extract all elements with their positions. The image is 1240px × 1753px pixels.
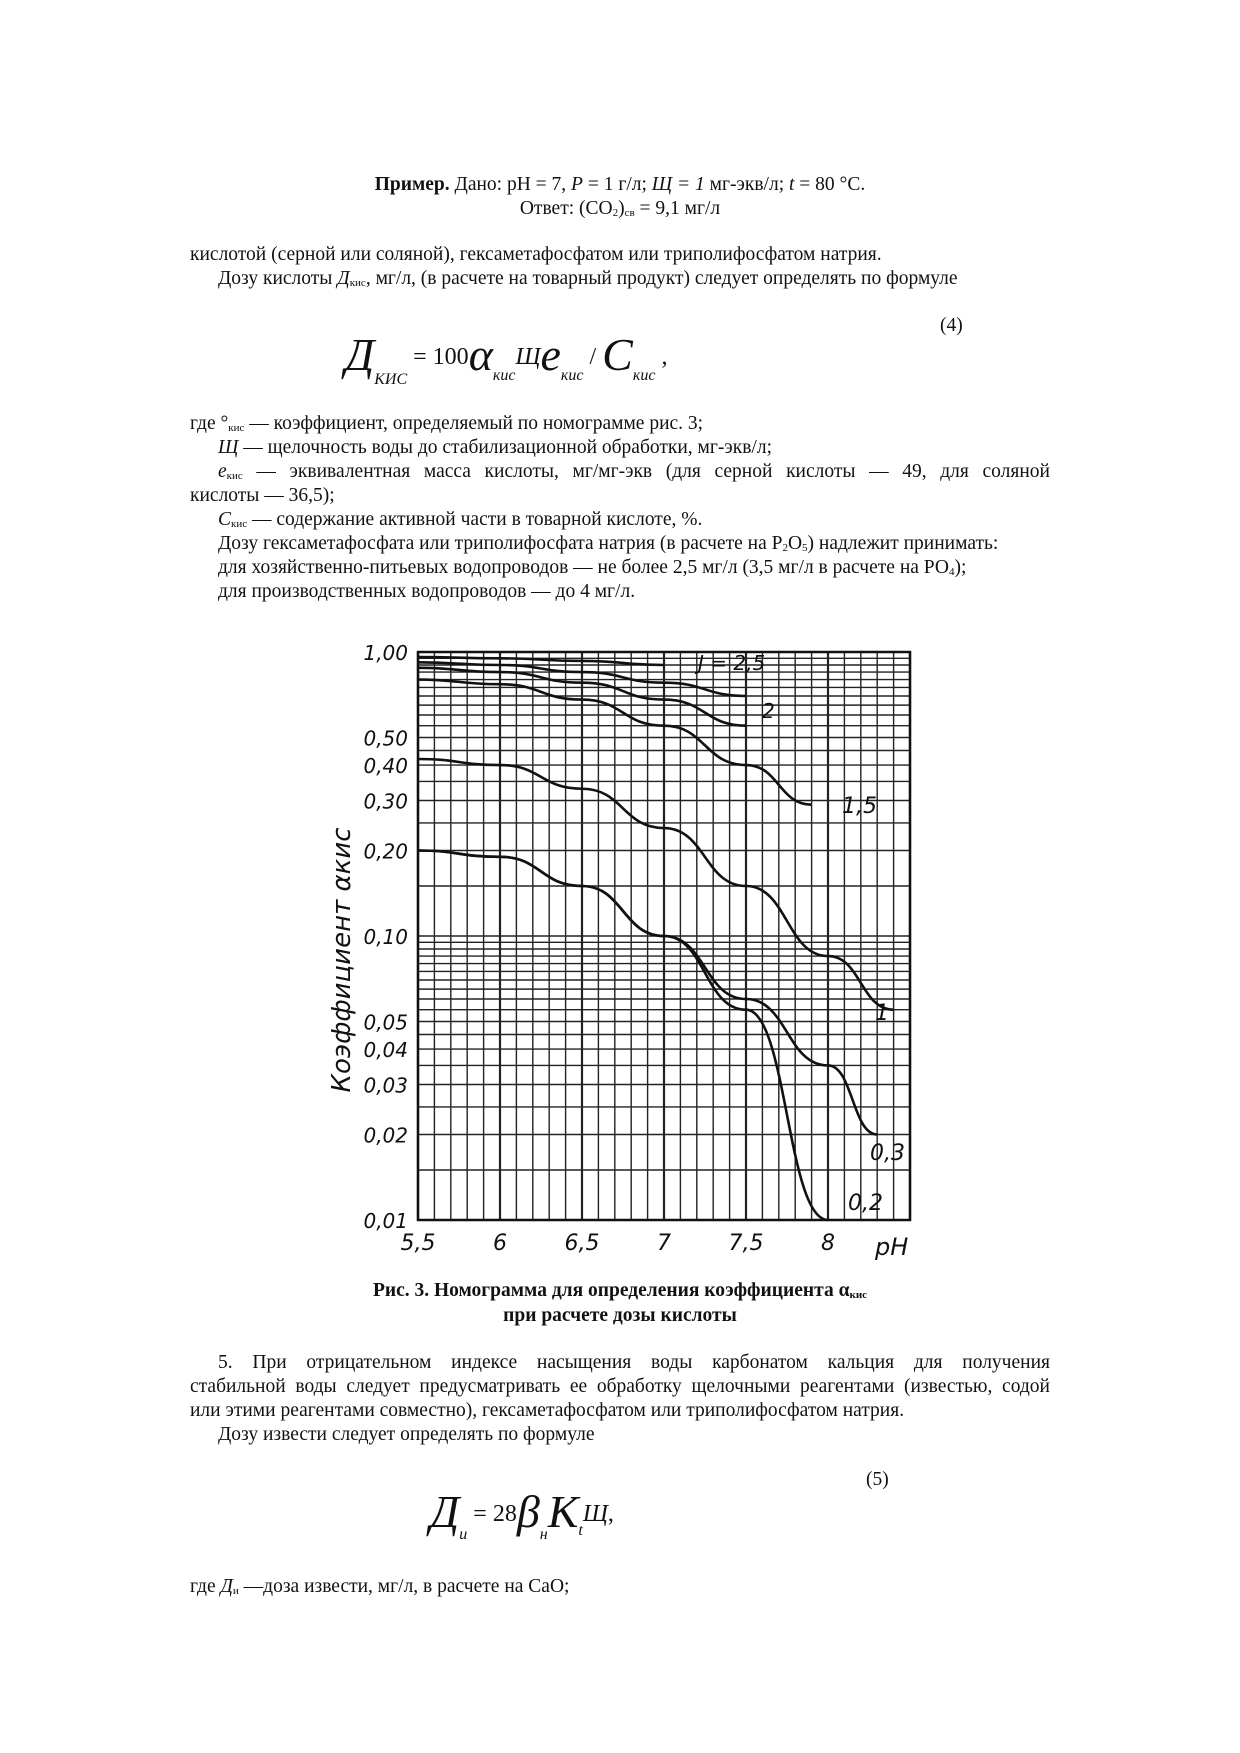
y-tick-label: 0,30 (363, 789, 408, 814)
gex-pre: Дозу гексаметафосфата или триполифосфата натрия (в расчете на Р (218, 533, 783, 554)
def-sch-text: — щелочность воды до стабилизационной обработки, мг-экв/л; (238, 437, 772, 458)
answer-sub2: св (624, 207, 635, 219)
x-tick-label: 7 (657, 1231, 671, 1256)
example-t-symbol: t (789, 174, 795, 195)
def-sch-symbol: Щ (218, 437, 239, 458)
f4-e-sub: кис (560, 367, 584, 384)
example-p-value: = 1 г/л; (582, 174, 652, 195)
def-e-cont: кислоты — 36,5); (190, 485, 335, 506)
def-alpha (190, 412, 703, 436)
last-line (190, 1575, 569, 1599)
last-sub: и (232, 1585, 239, 1597)
example-t-value: = 80 °С. (794, 174, 866, 195)
x-axis-label: pH (875, 1233, 909, 1261)
example-p-symbol: P (571, 174, 583, 195)
last-symbol: Д (220, 1576, 233, 1597)
f4-D-sub: КИС (374, 371, 408, 388)
paragraph-5-line2: стабильной воды следует предусматривать ее обработку щелочными реагентами (известью, содой (190, 1376, 1050, 1397)
x-tick-label: 6,5 (564, 1231, 600, 1256)
formula-5 (430, 1485, 614, 1543)
f4-D: Д (345, 329, 375, 380)
def-sch (218, 436, 772, 460)
example-label: Пример. (374, 174, 450, 195)
curve-label-1-5: 1,5 (842, 794, 877, 819)
f4-eq: = 100 (407, 344, 469, 370)
x-tick-label: 6 (493, 1231, 507, 1256)
f5-sch: Щ (582, 1501, 608, 1527)
f4-slash: / (583, 344, 603, 370)
def-c (218, 508, 702, 532)
last-post: —доза извести, мг/л, в расчете на СаО; (238, 1576, 570, 1597)
drinking-water-dose (218, 556, 966, 580)
y-tick-label: 0,03 (363, 1073, 408, 1098)
y-tick-label: 1,00 (363, 641, 408, 665)
f5-D-sub: и (459, 1526, 468, 1543)
def-c-symbol: С (218, 509, 232, 530)
f5-eq: = 28 (467, 1501, 517, 1527)
hexameta-dose (218, 532, 998, 556)
answer-post: = 9,1 мг/л (634, 198, 721, 219)
curve-0-2 (418, 851, 828, 1220)
def-c-sub: кис (231, 518, 248, 530)
y-tick-label: 0,04 (363, 1038, 408, 1063)
f5-K-sub: t (578, 1522, 583, 1539)
gex-sub1: 2 (782, 542, 788, 554)
y-tick-label: 0,40 (363, 754, 408, 779)
example-sch-symbol: Щ (651, 174, 673, 195)
formula-4 (345, 328, 668, 388)
x-tick-label: 5,5 (400, 1231, 436, 1256)
chart-curves (418, 657, 894, 1220)
y-tick-label: 0,20 (363, 839, 408, 864)
gex-sub2: 5 (802, 542, 808, 554)
f4-sch: Щ (515, 344, 541, 370)
curve-label-0-2: 0,2 (848, 1191, 883, 1216)
paragraph-5-line1: 5. При отрицательном индексе насыщения воды карбонатом кальция для получения (218, 1352, 1050, 1373)
curve-label-0-3: 0,3 (870, 1141, 905, 1166)
gex-mid: О (787, 533, 803, 554)
example-text: Дано: pH = 7, (454, 174, 572, 195)
gex-post: ) надлежит принимать: (807, 533, 999, 554)
y-axis-label: Коэффициент αкис (327, 827, 357, 1093)
paragraph-6: Дозу извести следует определять по формуле (218, 1424, 595, 1445)
f4-e: e (540, 329, 561, 380)
def-e-text: — эквивалентная масса кислоты, мг/мг-экв (для серной кислоты — 49, для соляной (242, 461, 1050, 482)
drink-pre: для хозяйственно-питьевых водопроводов — не более 2,5 мг/л (3,5 мг/л в расчете на РО (218, 557, 949, 578)
f4-alpha-sub: кис (492, 367, 516, 384)
drink-post: ); (954, 557, 967, 578)
drink-sub: 4 (948, 566, 955, 578)
x-tick-label: 8 (821, 1231, 835, 1256)
formula-4-number: (4) (940, 315, 963, 336)
def-c-text: — содержание активной части в товарной кислоте, %. (247, 509, 703, 530)
y-tick-label: 0,05 (363, 1010, 408, 1035)
f4-alpha: α (468, 329, 493, 380)
x-tick-label: 7,5 (728, 1231, 764, 1256)
nomogram-chart (310, 630, 930, 1270)
def-e (218, 460, 1050, 484)
answer-pre: Ответ: (СО (519, 198, 613, 219)
def-e-sub: кис (226, 470, 243, 482)
caption-alpha: α (838, 1280, 850, 1301)
x-tick-labels (401, 1231, 836, 1256)
def-alpha-sub: кис (228, 422, 245, 434)
f4-C-sub: кис (632, 367, 656, 384)
f5-D: Д (430, 1486, 460, 1537)
f5-beta-sub: н (539, 1526, 548, 1543)
production-water-dose: для производственных водопроводов — до 4 мг/л. (218, 581, 636, 602)
y-tick-label: 0,02 (363, 1123, 408, 1148)
paragraph-2 (218, 267, 958, 291)
curve-label-1: 1 (875, 1001, 889, 1026)
paragraph-1: кислотой (серной или соляной), гексаметафосфатом или триполифосфатом натрия. (190, 244, 882, 265)
p2-post: , мг/л, (в расчете на товарный продукт) следует определять по формуле (365, 268, 958, 289)
answer-mid: ) (618, 198, 625, 219)
y-tick-labels (363, 641, 408, 1233)
p2-pre: Дозу кислоты (218, 268, 338, 289)
example-answer (0, 197, 1240, 221)
def-alpha-pre: где ° (190, 413, 229, 434)
caption-pre: Рис. 3. Номограмма для определения коэффициента (372, 1280, 839, 1301)
example-sch-unit: мг-экв/л; (704, 174, 789, 195)
y-tick-label: 0,50 (363, 726, 408, 751)
formula-5-number: (5) (866, 1469, 889, 1490)
f5-beta: β (516, 1486, 540, 1537)
example-given (0, 173, 1240, 197)
figure-caption-line2: при расчете дозы кислоты (503, 1305, 737, 1326)
y-tick-label: 0,01 (363, 1209, 408, 1233)
f4-C: C (602, 329, 633, 380)
f5-K: K (547, 1486, 579, 1537)
f5-comma: , (607, 1501, 614, 1527)
paragraph-5-line3: или этими реагентами совместно), гексаметафосфатом или триполифосфатом натрия. (190, 1400, 905, 1421)
y-tick-label: 0,10 (363, 925, 408, 949)
p2-sub: кис (349, 277, 366, 289)
p2-symbol: Д (337, 268, 350, 289)
figure-caption-line1 (0, 1278, 1240, 1303)
def-alpha-text: — коэффициент, определяемый по номограмме рис. 3; (244, 413, 704, 434)
caption-sub: кис (849, 1289, 868, 1301)
f4-comma: , (655, 344, 668, 370)
def-e-symbol: е (218, 461, 227, 482)
curve-label-2: 2 (762, 699, 775, 723)
curve-label-2-5: J = 2,5 (698, 651, 766, 675)
example-sch-value: = 1 (672, 174, 705, 195)
last-pre: где (190, 1576, 221, 1597)
answer-sub1: 2 (612, 207, 619, 219)
